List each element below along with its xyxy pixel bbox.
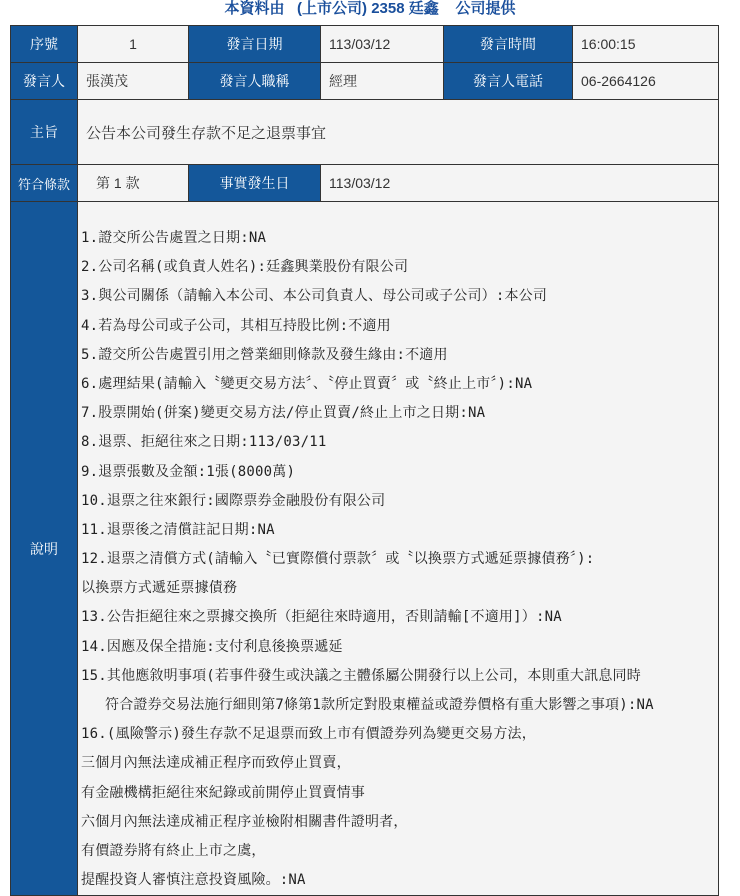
description-label: 說明 (11, 202, 78, 896)
speaker-title-label: 發言人職稱 (189, 63, 321, 100)
description-line: 有金融機構拒絕往來紀錄或前開停止買賣情事 (81, 784, 365, 801)
description-line: 符合證券交易法施行細則第7條第1款所定對股東權益或證券價格有重大影響之事項):NA (105, 697, 654, 713)
date-label: 發言日期 (189, 26, 321, 63)
seq-value: 1 (78, 26, 189, 63)
speaker-phone-value: 06-2664126 (573, 63, 719, 100)
source-code: 2358 (371, 0, 405, 17)
description-line: 以換票方式遞延票據債務 (81, 580, 238, 597)
speaker-phone-label: 發言人電話 (444, 63, 573, 100)
seq-label: 序號 (11, 26, 78, 63)
description-line: 12.退票之清償方式(請輸入〝已實際償付票款〞或〝以換票方式遞延票據債務〞): (81, 551, 595, 568)
description-line: 4.若為母公司或子公司，其相互持股比例:不適用 (81, 317, 391, 334)
description-line: 14.因應及保全措施:支付利息後換票遞延 (81, 638, 343, 655)
subject-value: 公告本公司發生存款不足之退票事宜 (78, 100, 719, 165)
date-value: 113/03/12 (321, 26, 444, 63)
description-line: 5.證交所公告處置引用之營業細則條款及發生緣由:不適用 (81, 346, 448, 363)
description-line: 三個月內無法達成補正程序而致停止買賣， (81, 755, 351, 772)
source-header (0, 0, 740, 22)
speaker-value: 張漢茂 (78, 63, 189, 100)
source-market: (上市公司) (297, 0, 368, 17)
time-label: 發言時間 (444, 26, 573, 63)
description-body (78, 202, 719, 896)
description-line: 提醒投資人審慎注意投資風險。:NA (81, 872, 306, 889)
source-prefix: 本資料由 (224, 0, 285, 17)
speaker-title-value: 經理 (321, 63, 444, 100)
description-line: 有價證券將有終止上市之虞， (81, 842, 266, 859)
description-line: 2.公司名稱(或負責人姓名):廷鑫興業股份有限公司 (81, 259, 409, 276)
description-line: 1.證交所公告處置之日期:NA (81, 230, 267, 246)
description-line: 7.股票開始(併案)變更交易方法/停止買賣/終止上市之日期:NA (81, 405, 486, 422)
description-line: 16.(風險警示)發生存款不足退票而致上市有價證券列為變更交易方法， (81, 726, 536, 743)
description-line: 13.公告拒絕往來之票據交換所（拒絕往來時適用，否則請輸[不適用]）:NA (81, 609, 562, 626)
time-value: 16:00:15 (573, 26, 719, 63)
description-line: 10.退票之往來銀行:國際票券金融股份有限公司 (81, 492, 386, 509)
description-line: 3.與公司關係（請輸入本公司、本公司負責人、母公司或子公司）:本公司 (81, 288, 548, 305)
event-date-value: 113/03/12 (321, 165, 719, 202)
subject-label: 主旨 (11, 100, 78, 165)
row-seq-date-time (11, 26, 719, 63)
announcement-table (10, 25, 719, 896)
description-line: 15.其他應敘明事項(若事件發生或決議之主體係屬公開發行以上公司，本則重大訊息同時 (81, 667, 641, 684)
speaker-label: 發言人 (11, 63, 78, 100)
source-company-name: 廷鑫 (408, 0, 439, 17)
description-line: 六個月內無法達成補正程序並檢附相關書件證明者， (81, 813, 408, 830)
description-line: 8.退票、拒絕往來之日期:113/03/11 (81, 434, 327, 451)
description-line: 6.處理結果(請輸入〝變更交易方法〞、〝停止買賣〞或〝終止上市〞):NA (81, 375, 533, 392)
row-subject (11, 100, 719, 165)
event-date-label: 事實發生日 (189, 165, 321, 202)
source-suffix: 公司提供 (455, 0, 516, 17)
description-line: 9.退票張數及金額:1張(8000萬) (81, 463, 296, 480)
description-line: 11.退票後之清償註記日期:NA (81, 521, 275, 538)
row-description (11, 202, 719, 896)
clause-label: 符合條款 (11, 165, 78, 202)
row-speaker (11, 63, 719, 100)
clause-value: 第 1 款 (78, 165, 189, 202)
row-clause (11, 165, 719, 202)
